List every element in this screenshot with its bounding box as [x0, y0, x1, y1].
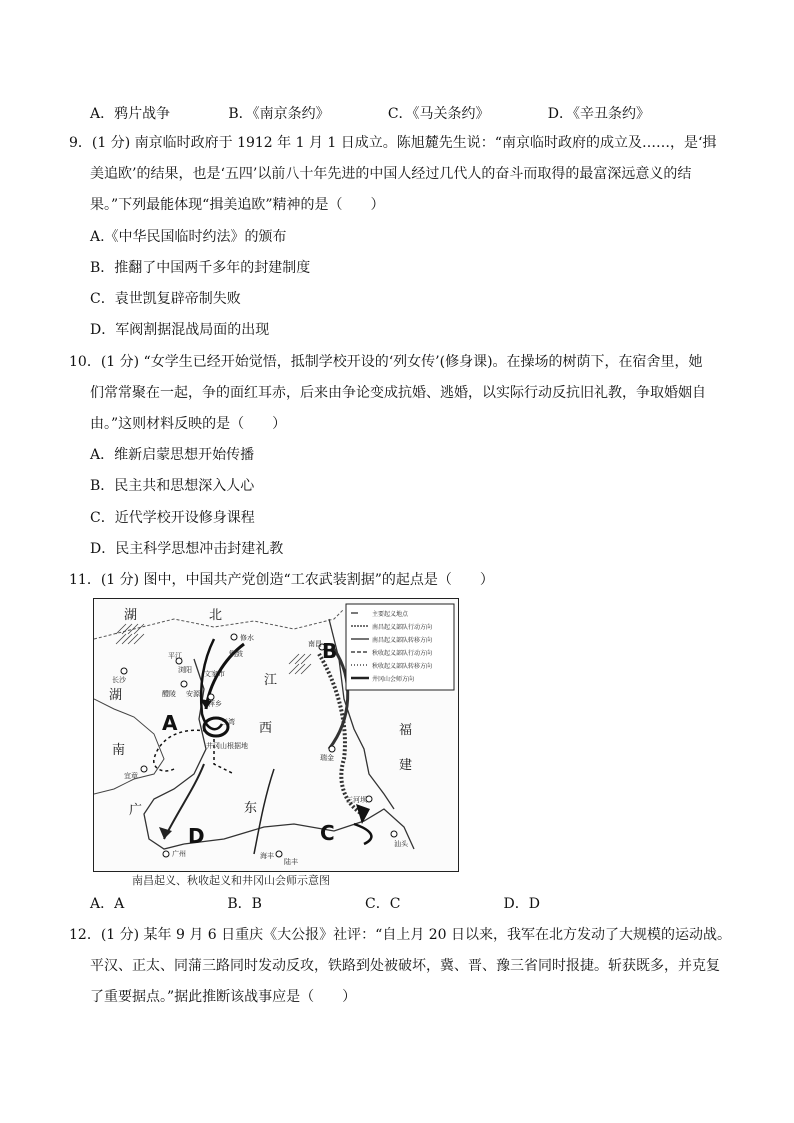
- place-liling: 醴陵: [162, 690, 176, 698]
- q8-option-c: C．《马关条约》: [387, 106, 490, 122]
- map-label-c: C: [320, 821, 335, 845]
- place-xiushui: 修水: [240, 634, 254, 642]
- region-guang: 广: [129, 803, 143, 818]
- place-sanwan: 三湾: [221, 718, 235, 726]
- legend-item-3: 南昌起义部队转移方向: [372, 637, 433, 644]
- place-pingjiang: 平江: [168, 652, 182, 660]
- q12-stem-line-1: 12．(1 分) 某年 9 月 6 日重庆《大公报》社评：“自上月 20 日以来，我军在北方发动了大规模的运动战。: [69, 927, 732, 943]
- place-liuyang: 浏阳: [178, 666, 192, 674]
- place-anyuan: 安源: [186, 690, 200, 698]
- q10-option-c: C．近代学校开设修身课程: [90, 510, 255, 526]
- q8-options: [90, 103, 650, 123]
- place-changsha: 长沙: [112, 676, 126, 684]
- q9-option-b: B．推翻了中国两千多年的封建制度: [90, 260, 311, 276]
- map-label-b: B: [322, 639, 338, 663]
- q8-option-b: B．《南京条约》: [228, 106, 330, 122]
- place-jinggangshan: 井冈山根据地: [206, 742, 248, 750]
- region-fu: 福: [399, 723, 413, 738]
- q10-option-a: A．维新启蒙思想开始传播: [90, 447, 255, 463]
- q8-option-d: D．《辛丑条约》: [547, 106, 650, 122]
- legend-item-2: 南昌起义部队行动方向: [372, 624, 433, 631]
- map-figure: [93, 598, 459, 872]
- q9-stem-line-3: 果。”下列最能体现“揖美追欧”精神的是（ ）: [90, 197, 385, 213]
- map-label-a: A: [162, 711, 178, 735]
- region-dong: 东: [244, 801, 258, 816]
- q11-stem: 11．(1 分) 图中，中国共产党创造“工农武装割据”的起点是（ ）: [69, 572, 494, 588]
- place-guangzhou: 广州: [172, 850, 186, 858]
- q10-option-d: D．民主科学思想冲击封建礼教: [90, 541, 284, 557]
- place-haifeng: 海丰: [260, 852, 274, 860]
- q10-option-b: B．民主共和思想深入人心: [90, 478, 255, 494]
- q9-option-a: A.《中华民国临时约法》的颁布: [90, 229, 287, 245]
- legend-item-5: 秋收起义部队转移方向: [372, 663, 433, 670]
- place-nanchang: 南昌: [308, 640, 322, 648]
- place-ruijin: 瑞金: [320, 754, 334, 762]
- place-yizhang: 宜章: [124, 772, 138, 780]
- legend-item-1: 主要起义地点: [372, 611, 409, 618]
- place-sanheba: 三河坝: [346, 796, 367, 804]
- place-wenjiashi: 文家市: [204, 670, 225, 678]
- q12-stem-line-3: 了重要据点。”据此推断该战事应是（ ）: [90, 989, 357, 1005]
- place-lufeng: 陆丰: [284, 858, 298, 866]
- q11-option-a: A．A: [90, 896, 125, 912]
- q10-stem-line-1: 10．(1 分) “女学生已经开始觉悟，抵制学校开设的‘列女传’(修身课)。在操场的树荫下，在宿舍里，她: [69, 354, 703, 370]
- legend-item-4: 秋收起义部队行动方向: [372, 650, 433, 657]
- q9-stem-line-1: 9．(1 分) 南京临时政府于 1912 年 1 月 1 日成立。陈旭麓先生说：“南京临时政府的成立及……，是‘揖: [69, 135, 717, 151]
- q9-stem-line-2: 美追欧’的结果，也是‘五四’以前八十年先进的中国人经过几代人的奋斗而取得的最富深远意义的结: [90, 166, 692, 182]
- map-label-d: D: [188, 824, 205, 848]
- region-hu-2: 湖: [109, 688, 123, 703]
- place-shantou: 汕头: [394, 840, 408, 848]
- q11-option-b: B．B: [227, 896, 262, 912]
- region-hu-1: 湖: [124, 608, 138, 623]
- region-nan: 南: [112, 743, 126, 758]
- q11-option-d: D．D: [503, 896, 540, 912]
- legend-item-6: 井冈山会师方向: [372, 676, 415, 683]
- q9-option-c: C．袁世凯复辟帝制失败: [90, 291, 241, 307]
- region-jian: 建: [399, 758, 413, 773]
- q11-options: [90, 893, 540, 913]
- q9-option-d: D．军阀割据混战局面的出现: [90, 322, 270, 338]
- place-pingxiang: 萍乡: [208, 700, 222, 708]
- place-tonggu: 铜鼓: [229, 650, 243, 658]
- q12-stem-line-2: 平汉、正太、同蒲三路同时发动反攻，铁路到处被破坏，冀、晋、豫三省同时报捷。斩获既多，并克复: [90, 958, 720, 974]
- q11-option-c: C．C: [365, 896, 401, 912]
- region-xi: 西: [259, 721, 273, 736]
- region-bei: 北: [209, 608, 223, 623]
- q10-stem-line-3: 由。”这则材料反映的是（ ）: [90, 416, 287, 432]
- q8-option-a: A．鸦片战争: [90, 106, 171, 122]
- q10-stem-line-2: 们常常聚在一起，争的面红耳赤，后来由争论变成抗婚、逃婚，以实际行动反抗旧礼教，争取婚姻自: [90, 385, 706, 401]
- map-caption: 南昌起义、秋收起义和井冈山会师示意图: [132, 874, 330, 887]
- region-jiang: 江: [264, 673, 278, 688]
